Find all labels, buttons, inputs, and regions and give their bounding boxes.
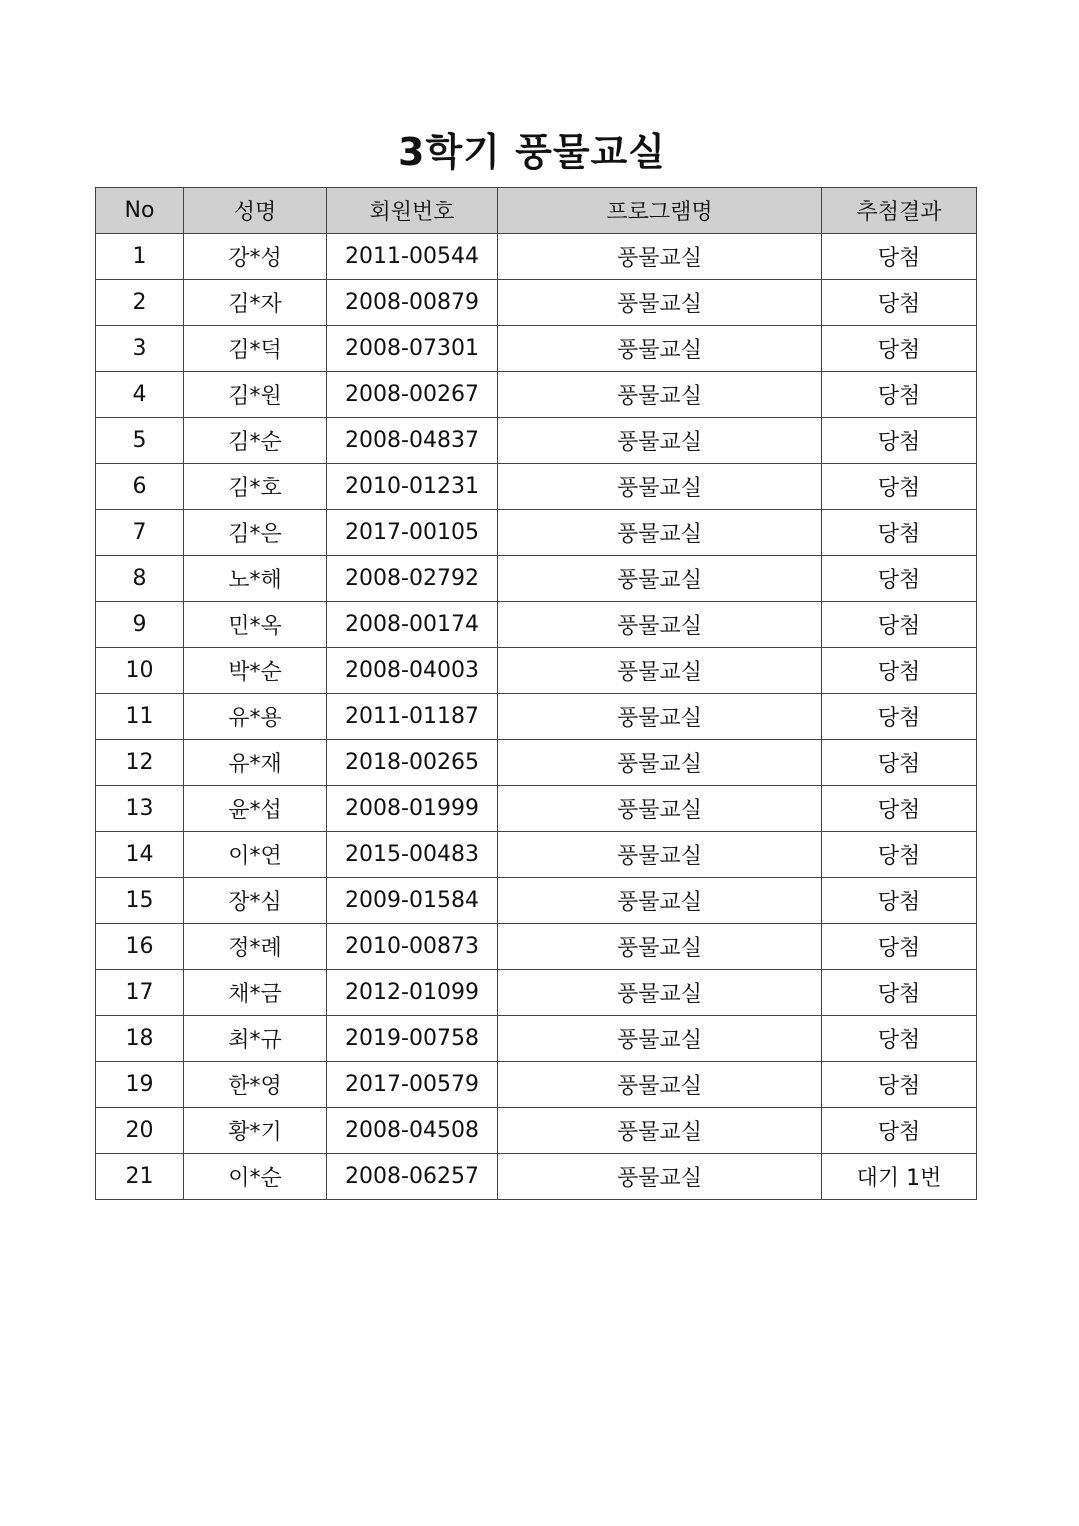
cell-name: 이*순 [184, 1154, 327, 1200]
header-member-number: 회원번호 [327, 188, 498, 234]
cell-lottery-result: 당첨 [822, 648, 977, 694]
cell-name: 윤*섭 [184, 786, 327, 832]
cell-name: 강*성 [184, 234, 327, 280]
table-header [96, 188, 977, 234]
table-row [96, 602, 977, 648]
header-program-name: 프로그램명 [498, 188, 822, 234]
cell-program-name: 풍물교실 [498, 970, 822, 1016]
cell-no: 16 [96, 924, 184, 970]
cell-name: 한*영 [184, 1062, 327, 1108]
cell-name: 황*기 [184, 1108, 327, 1154]
table-row [96, 418, 977, 464]
table-row [96, 786, 977, 832]
cell-no: 12 [96, 740, 184, 786]
cell-name: 최*규 [184, 1016, 327, 1062]
cell-lottery-result: 당첨 [822, 280, 977, 326]
cell-member-number: 2008-01999 [327, 786, 498, 832]
cell-no: 19 [96, 1062, 184, 1108]
header-no: No [96, 188, 184, 234]
cell-name: 김*호 [184, 464, 327, 510]
cell-program-name: 풍물교실 [498, 464, 822, 510]
cell-lottery-result: 당첨 [822, 740, 977, 786]
cell-name: 유*용 [184, 694, 327, 740]
table-row [96, 1062, 977, 1108]
cell-lottery-result: 당첨 [822, 418, 977, 464]
cell-no: 17 [96, 970, 184, 1016]
cell-name: 김*원 [184, 372, 327, 418]
cell-member-number: 2018-00265 [327, 740, 498, 786]
cell-program-name: 풍물교실 [498, 648, 822, 694]
cell-lottery-result: 당첨 [822, 878, 977, 924]
cell-no: 13 [96, 786, 184, 832]
table-row [96, 556, 977, 602]
table-row [96, 464, 977, 510]
cell-member-number: 2012-01099 [327, 970, 498, 1016]
lottery-result-table [95, 187, 977, 1200]
table-row [96, 1108, 977, 1154]
cell-member-number: 2008-00879 [327, 280, 498, 326]
page-title: 3학기 풍물교실 [398, 130, 666, 175]
cell-lottery-result: 당첨 [822, 1016, 977, 1062]
cell-member-number: 2008-04508 [327, 1108, 498, 1154]
cell-program-name: 풍물교실 [498, 372, 822, 418]
cell-name: 장*심 [184, 878, 327, 924]
cell-member-number: 2008-00267 [327, 372, 498, 418]
cell-member-number: 2010-00873 [327, 924, 498, 970]
table-row [96, 832, 977, 878]
cell-program-name: 풍물교실 [498, 878, 822, 924]
cell-program-name: 풍물교실 [498, 418, 822, 464]
cell-name: 박*순 [184, 648, 327, 694]
cell-name: 채*금 [184, 970, 327, 1016]
cell-member-number: 2008-04837 [327, 418, 498, 464]
cell-program-name: 풍물교실 [498, 1016, 822, 1062]
cell-no: 6 [96, 464, 184, 510]
cell-lottery-result: 당첨 [822, 602, 977, 648]
cell-no: 7 [96, 510, 184, 556]
cell-member-number: 2010-01231 [327, 464, 498, 510]
cell-program-name: 풍물교실 [498, 234, 822, 280]
cell-lottery-result: 당첨 [822, 1062, 977, 1108]
cell-program-name: 풍물교실 [498, 326, 822, 372]
table-row [96, 510, 977, 556]
cell-program-name: 풍물교실 [498, 786, 822, 832]
cell-program-name: 풍물교실 [498, 556, 822, 602]
cell-program-name: 풍물교실 [498, 1108, 822, 1154]
cell-member-number: 2017-00105 [327, 510, 498, 556]
cell-member-number: 2015-00483 [327, 832, 498, 878]
table-row [96, 924, 977, 970]
cell-lottery-result: 당첨 [822, 234, 977, 280]
cell-no: 3 [96, 326, 184, 372]
table-row [96, 740, 977, 786]
cell-program-name: 풍물교실 [498, 694, 822, 740]
cell-program-name: 풍물교실 [498, 1062, 822, 1108]
table-row [96, 878, 977, 924]
table-row [96, 648, 977, 694]
cell-program-name: 풍물교실 [498, 280, 822, 326]
cell-member-number: 2008-07301 [327, 326, 498, 372]
cell-lottery-result: 당첨 [822, 970, 977, 1016]
cell-no: 10 [96, 648, 184, 694]
cell-lottery-result: 당첨 [822, 694, 977, 740]
cell-lottery-result: 당첨 [822, 556, 977, 602]
cell-program-name: 풍물교실 [498, 602, 822, 648]
cell-member-number: 2011-01187 [327, 694, 498, 740]
table-row [96, 234, 977, 280]
header-lottery-result: 추첨결과 [822, 188, 977, 234]
cell-no: 5 [96, 418, 184, 464]
cell-lottery-result: 당첨 [822, 464, 977, 510]
cell-member-number: 2011-00544 [327, 234, 498, 280]
cell-name: 김*순 [184, 418, 327, 464]
cell-no: 11 [96, 694, 184, 740]
cell-name: 김*덕 [184, 326, 327, 372]
cell-member-number: 2009-01584 [327, 878, 498, 924]
cell-program-name: 풍물교실 [498, 832, 822, 878]
table-row [96, 970, 977, 1016]
cell-program-name: 풍물교실 [498, 510, 822, 556]
table-body [96, 234, 977, 1200]
cell-no: 15 [96, 878, 184, 924]
cell-no: 4 [96, 372, 184, 418]
table-row [96, 1016, 977, 1062]
cell-lottery-result: 대기 1번 [822, 1154, 977, 1200]
table-row [96, 326, 977, 372]
cell-lottery-result: 당첨 [822, 832, 977, 878]
cell-no: 8 [96, 556, 184, 602]
table-row [96, 372, 977, 418]
cell-member-number: 2008-02792 [327, 556, 498, 602]
cell-member-number: 2008-04003 [327, 648, 498, 694]
cell-member-number: 2008-06257 [327, 1154, 498, 1200]
cell-no: 1 [96, 234, 184, 280]
cell-lottery-result: 당첨 [822, 1108, 977, 1154]
table-row [96, 694, 977, 740]
cell-no: 21 [96, 1154, 184, 1200]
cell-name: 노*해 [184, 556, 327, 602]
cell-no: 9 [96, 602, 184, 648]
cell-member-number: 2017-00579 [327, 1062, 498, 1108]
cell-member-number: 2008-00174 [327, 602, 498, 648]
cell-program-name: 풍물교실 [498, 740, 822, 786]
cell-name: 김*자 [184, 280, 327, 326]
cell-name: 김*은 [184, 510, 327, 556]
cell-no: 2 [96, 280, 184, 326]
cell-program-name: 풍물교실 [498, 924, 822, 970]
table-row [96, 1154, 977, 1200]
cell-member-number: 2019-00758 [327, 1016, 498, 1062]
cell-lottery-result: 당첨 [822, 924, 977, 970]
cell-lottery-result: 당첨 [822, 786, 977, 832]
cell-no: 20 [96, 1108, 184, 1154]
table-row [96, 280, 977, 326]
cell-name: 정*례 [184, 924, 327, 970]
cell-no: 14 [96, 832, 184, 878]
cell-name: 민*옥 [184, 602, 327, 648]
cell-lottery-result: 당첨 [822, 326, 977, 372]
cell-name: 유*재 [184, 740, 327, 786]
cell-program-name: 풍물교실 [498, 1154, 822, 1200]
cell-no: 18 [96, 1016, 184, 1062]
cell-lottery-result: 당첨 [822, 372, 977, 418]
header-name: 성명 [184, 188, 327, 234]
table-header-row [96, 188, 977, 234]
cell-lottery-result: 당첨 [822, 510, 977, 556]
cell-name: 이*연 [184, 832, 327, 878]
